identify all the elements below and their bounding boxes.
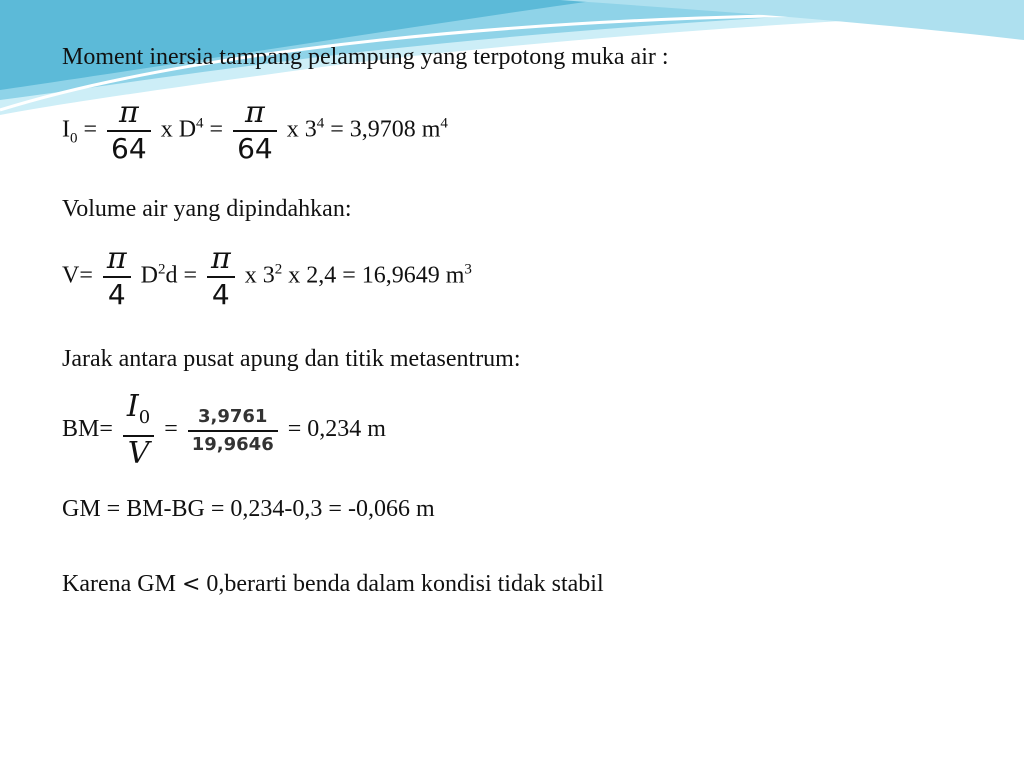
fraction-numerator: 3,9761 bbox=[188, 406, 278, 432]
fraction-numerator: π bbox=[233, 98, 277, 132]
heading-distance-text: Jarak antara pusat apung dan titik metasentrum: bbox=[62, 346, 521, 372]
bm-lhs: BM= bbox=[62, 416, 113, 443]
bm-equals: = bbox=[164, 416, 178, 443]
bm-result: = 0,234 m bbox=[287, 416, 386, 443]
heading-distance bbox=[62, 344, 521, 374]
inertia-equals-1: = bbox=[83, 116, 98, 143]
gm-equation-text: GM = BM-BG = 0,234-0,3 = -0,066 m bbox=[62, 496, 435, 522]
inertia-term-value: x 3 bbox=[286, 116, 317, 143]
fraction-i0-over-v bbox=[123, 389, 154, 471]
inertia-term-value-exponent: 4 bbox=[316, 115, 325, 132]
inertia-term-diameter: x D bbox=[160, 116, 197, 143]
inertia-term-diameter-exponent: 4 bbox=[196, 115, 204, 132]
fraction-pi-over-4-first bbox=[103, 241, 131, 311]
fraction-numerator: π bbox=[207, 244, 235, 278]
volume-equation bbox=[62, 241, 472, 311]
inertia-lhs: I bbox=[62, 116, 70, 143]
volume-term-value: x 3 bbox=[244, 262, 275, 289]
conclusion-pre: Karena GM bbox=[62, 571, 176, 597]
heading-volume-text: Volume air yang dipindahkan: bbox=[62, 196, 352, 222]
fraction-pi-over-64-second bbox=[233, 95, 277, 165]
inertia-lhs-subscript: 0 bbox=[70, 130, 78, 147]
inertia-equals-2: = bbox=[209, 116, 224, 143]
fraction-numerator bbox=[123, 389, 154, 437]
volume-result-exponent: 3 bbox=[464, 261, 472, 278]
fraction-denominator: 4 bbox=[107, 278, 126, 311]
fraction-numerator-subscript: 0 bbox=[138, 407, 151, 428]
heading-inertia bbox=[62, 42, 669, 72]
fraction-denominator: V bbox=[127, 436, 150, 471]
conclusion-post: 0,berarti benda dalam kondisi tidak stabil bbox=[206, 571, 604, 597]
volume-term-draft: d = bbox=[165, 262, 197, 289]
fraction-denominator: 64 bbox=[111, 132, 147, 165]
fraction-denominator: 19,9646 bbox=[191, 433, 274, 455]
heading-volume bbox=[62, 194, 352, 224]
fraction-numeric bbox=[188, 406, 278, 456]
fraction-pi-over-64-first bbox=[107, 95, 151, 165]
volume-term-diameter-exponent: 2 bbox=[157, 261, 166, 278]
inertia-result: = 3,9708 m bbox=[330, 116, 441, 143]
inertia-equation bbox=[62, 95, 448, 165]
less-than-symbol: < bbox=[181, 572, 201, 597]
fraction-numerator-symbol: I bbox=[126, 389, 139, 424]
volume-term-value-exponent: 2 bbox=[274, 261, 283, 278]
bm-equation bbox=[62, 389, 386, 471]
conclusion bbox=[62, 569, 604, 600]
fraction-pi-over-4-second bbox=[207, 241, 235, 311]
gm-equation bbox=[62, 494, 435, 524]
inertia-result-exponent: 4 bbox=[440, 115, 448, 132]
volume-result: x 2,4 = 16,9649 m bbox=[288, 262, 465, 289]
fraction-denominator: 64 bbox=[237, 132, 273, 165]
volume-lhs: V= bbox=[62, 262, 93, 289]
heading-inertia-text: Moment inersia tampang pelampung yang terpotong muka air : bbox=[62, 44, 669, 70]
fraction-numerator: π bbox=[107, 98, 151, 132]
fraction-denominator: 4 bbox=[211, 278, 230, 311]
fraction-numerator: π bbox=[103, 244, 131, 278]
volume-term-diameter: D bbox=[140, 262, 158, 289]
